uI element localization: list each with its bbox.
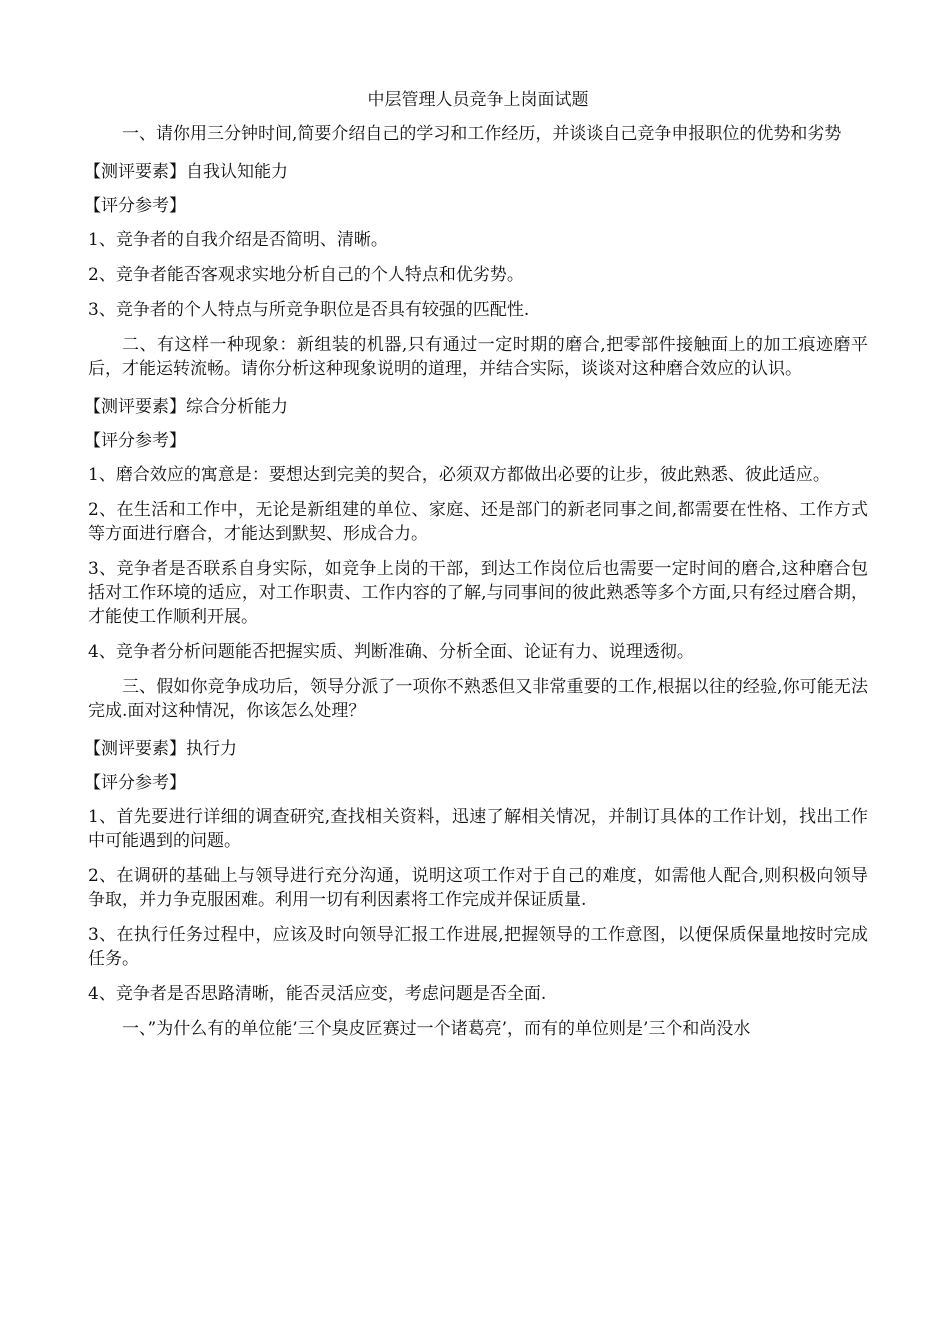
scoring-reference-label: 【评分参考】 <box>84 773 186 793</box>
scoring-item: 2、在调研的基础上与领导进行充分沟通，说明这项工作对于自己的难度，如需他人配合,则积极向领导争取，并力争克服困难。利用一切有利因素将工作完成并保证质量. <box>88 866 868 910</box>
evaluation-element: 【测评要素】自我认知能力 <box>84 162 288 182</box>
scoring-item: 1、首先要进行详细的调查研究,查找相关资料，迅速了解相关情况，并制订具体的工作计划，找出工作中可能遇到的问题。 <box>88 807 868 851</box>
trailing-question-text: 一、”为什么有的单位能’三个臭皮匠赛过一个诸葛亮’，而有的单位则是’三个和尚没水 <box>122 1019 751 1039</box>
document-title: 中层管理人员竞争上岗面试题 <box>367 90 589 110</box>
section-2 <box>84 333 868 664</box>
scoring-item: 2、在生活和工作中，无论是新组建的单位、家庭、还是部门的新老同事之间,都需要在性格、工作方式等方面进行磨合，才能达到默契、形成合力。 <box>88 500 868 544</box>
scoring-reference-label: 【评分参考】 <box>84 196 186 216</box>
scoring-reference-label: 【评分参考】 <box>84 431 186 451</box>
document-page <box>84 82 868 1051</box>
section-3 <box>84 675 868 1006</box>
evaluation-element: 【测评要素】综合分析能力 <box>84 397 288 417</box>
scoring-item: 3、竞争者的个人特点与所竞争职位是否具有较强的匹配性. <box>88 300 530 320</box>
scoring-item: 1、竞争者的自我介绍是否简明、清晰。 <box>88 230 388 250</box>
scoring-item: 4、竞争者分析问题能否把握实质、判断准确、分析全面、论证有力、说理透彻。 <box>88 642 694 662</box>
evaluation-element: 【测评要素】执行力 <box>84 739 237 759</box>
scoring-item: 2、竞争者能否客观求实地分析自己的个人特点和优劣势。 <box>88 265 524 285</box>
scoring-item: 1、磨合效应的寓意是：要想达到完美的契合，必须双方都做出必要的让步，彼此熟悉、彼此适应。 <box>88 465 830 485</box>
scoring-item: 3、在执行任务过程中，应该及时向领导汇报工作进展,把握领导的工作意图，以便保质保量地按时完成任务。 <box>88 925 868 969</box>
question-text: 二、有这样一种现象：新组装的机器,只有通过一定时期的磨合,把零部件接触面上的加工痕迹磨平后，才能运转流畅。请你分析这种现象说明的道理，并结合实际，谈谈对这种磨合效应的认识。 <box>88 335 868 379</box>
scoring-item: 4、竞争者是否思路清晰，能否灵活应变，考虑问题是否全面. <box>88 984 547 1004</box>
question-text: 一、请你用三分钟时间,简要介绍自己的学习和工作经历，并谈谈自己竞争申报职位的优势和劣势 <box>122 124 842 144</box>
question-text: 三、假如你竞争成功后，领导分派了一项你不熟悉但又非常重要的工作,根据以往的经验,你可能无法完成.面对这种情况，你该怎么处理？ <box>88 677 868 721</box>
section-1 <box>84 122 868 322</box>
scoring-item: 3、竞争者是否联系自身实际，如竞争上岗的干部，到达工作岗位后也需要一定时间的磨合,这种磨合包括对工作环境的适应，对工作职责、工作内容的了解,与同事间的彼此熟悉等多个方面,只有经过磨合期，才能使工作顺利开展。 <box>88 559 868 627</box>
